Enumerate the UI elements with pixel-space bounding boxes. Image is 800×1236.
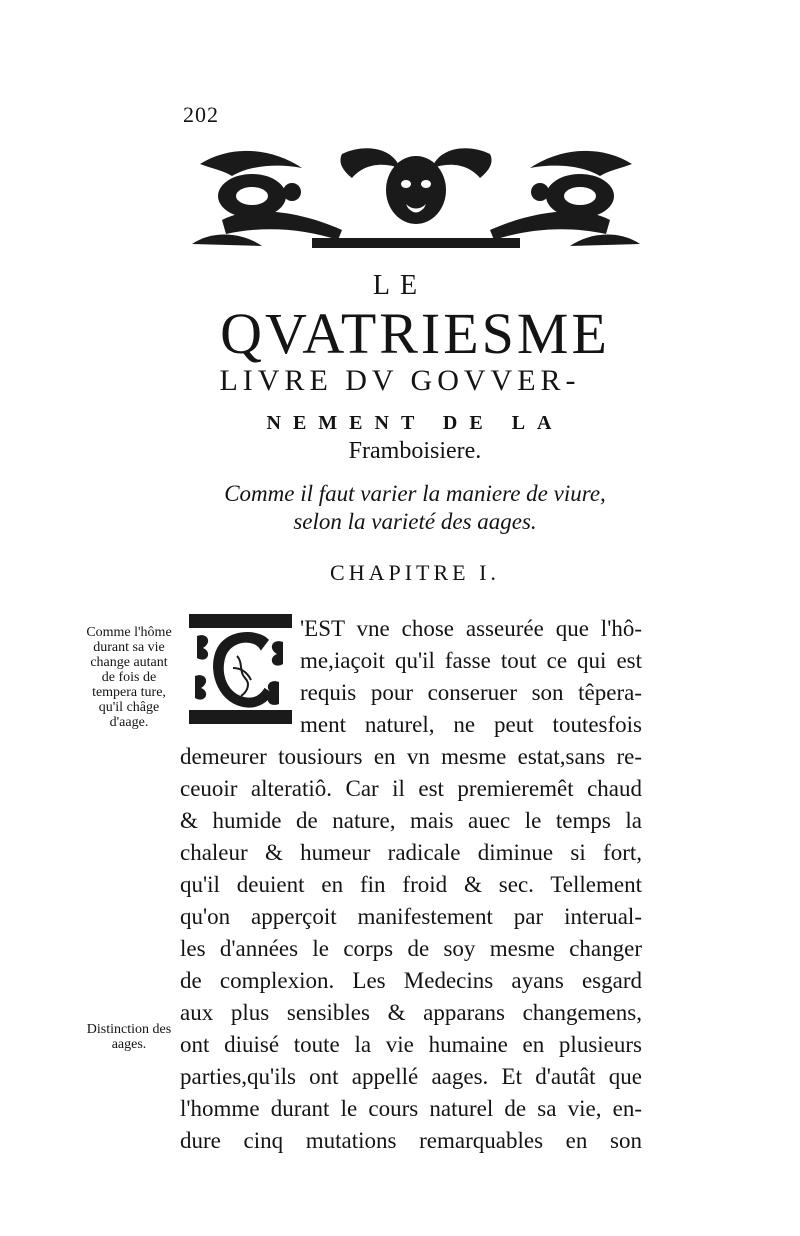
body-line: chaleur & humeur radicale diminue si fort, (180, 840, 642, 865)
body-line: qu'il deuient en fin froid & sec. Tellement (180, 872, 642, 897)
body-line: dure cinq mutations remarquables en son (180, 1128, 642, 1153)
body-line: ceuoir alteratiô. Car il est premieremêt chaud (180, 776, 642, 801)
body-line: ment naturel, ne peut toutesfois (300, 712, 642, 737)
title-line-le: LE (372, 270, 428, 301)
body-line: parties,qu'ils ont appellé aages. Et d'autât que (180, 1064, 642, 1089)
body-line: 'EST vne chose asseurée que l'hô- (300, 616, 642, 641)
subtitle-line-1: Comme il faut varier la maniere de viure, (224, 481, 606, 506)
body-line: me,iaçoit qu'il fasse tout ce qui est (300, 648, 642, 673)
body-line: requis pour conseruer son têpera- (300, 680, 642, 705)
title-line-livre: LIVRE DV GOVVER- (219, 364, 581, 397)
body-line: demeurer tousiours en vn mesme estat,sans re- (180, 744, 642, 769)
margin-note-temperature: Comme l'hôme durant sa vie change autant de fois de tempera ture, qu'il châge d'aage. (86, 625, 172, 730)
title-line-nement: NEMENT DE LA (266, 412, 564, 434)
body-line: l'homme durant le cours naturel de sa vie, en- (180, 1096, 642, 1121)
body-line: aux plus sensibles & apparans changemens, (180, 1000, 642, 1025)
ornamental-headpiece-icon (192, 134, 640, 258)
page-number: 202 (183, 102, 219, 127)
subtitle-line-2: selon la varieté des aages. (293, 509, 537, 534)
body-line: & humide de nature, mais auec le temps la (180, 808, 642, 833)
chapter-heading: CHAPITRE I. (330, 560, 500, 585)
body-line: qu'on apperçoit manifestement par interual- (180, 904, 642, 929)
decorated-initial-c-icon (187, 612, 294, 726)
body-line: les d'années le corps de soy mesme changer (180, 936, 642, 961)
title-line-framboisiere: Framboisiere. (348, 438, 482, 464)
title-line-quatriesme: QVATRIESME (220, 301, 610, 366)
body-line: ont diuisé toute la vie humaine en plusieurs (180, 1032, 642, 1057)
margin-note-distinction: Distinction des aages. (86, 1022, 172, 1052)
body-line: de complexion. Les Medecins ayans esgard (180, 968, 642, 993)
